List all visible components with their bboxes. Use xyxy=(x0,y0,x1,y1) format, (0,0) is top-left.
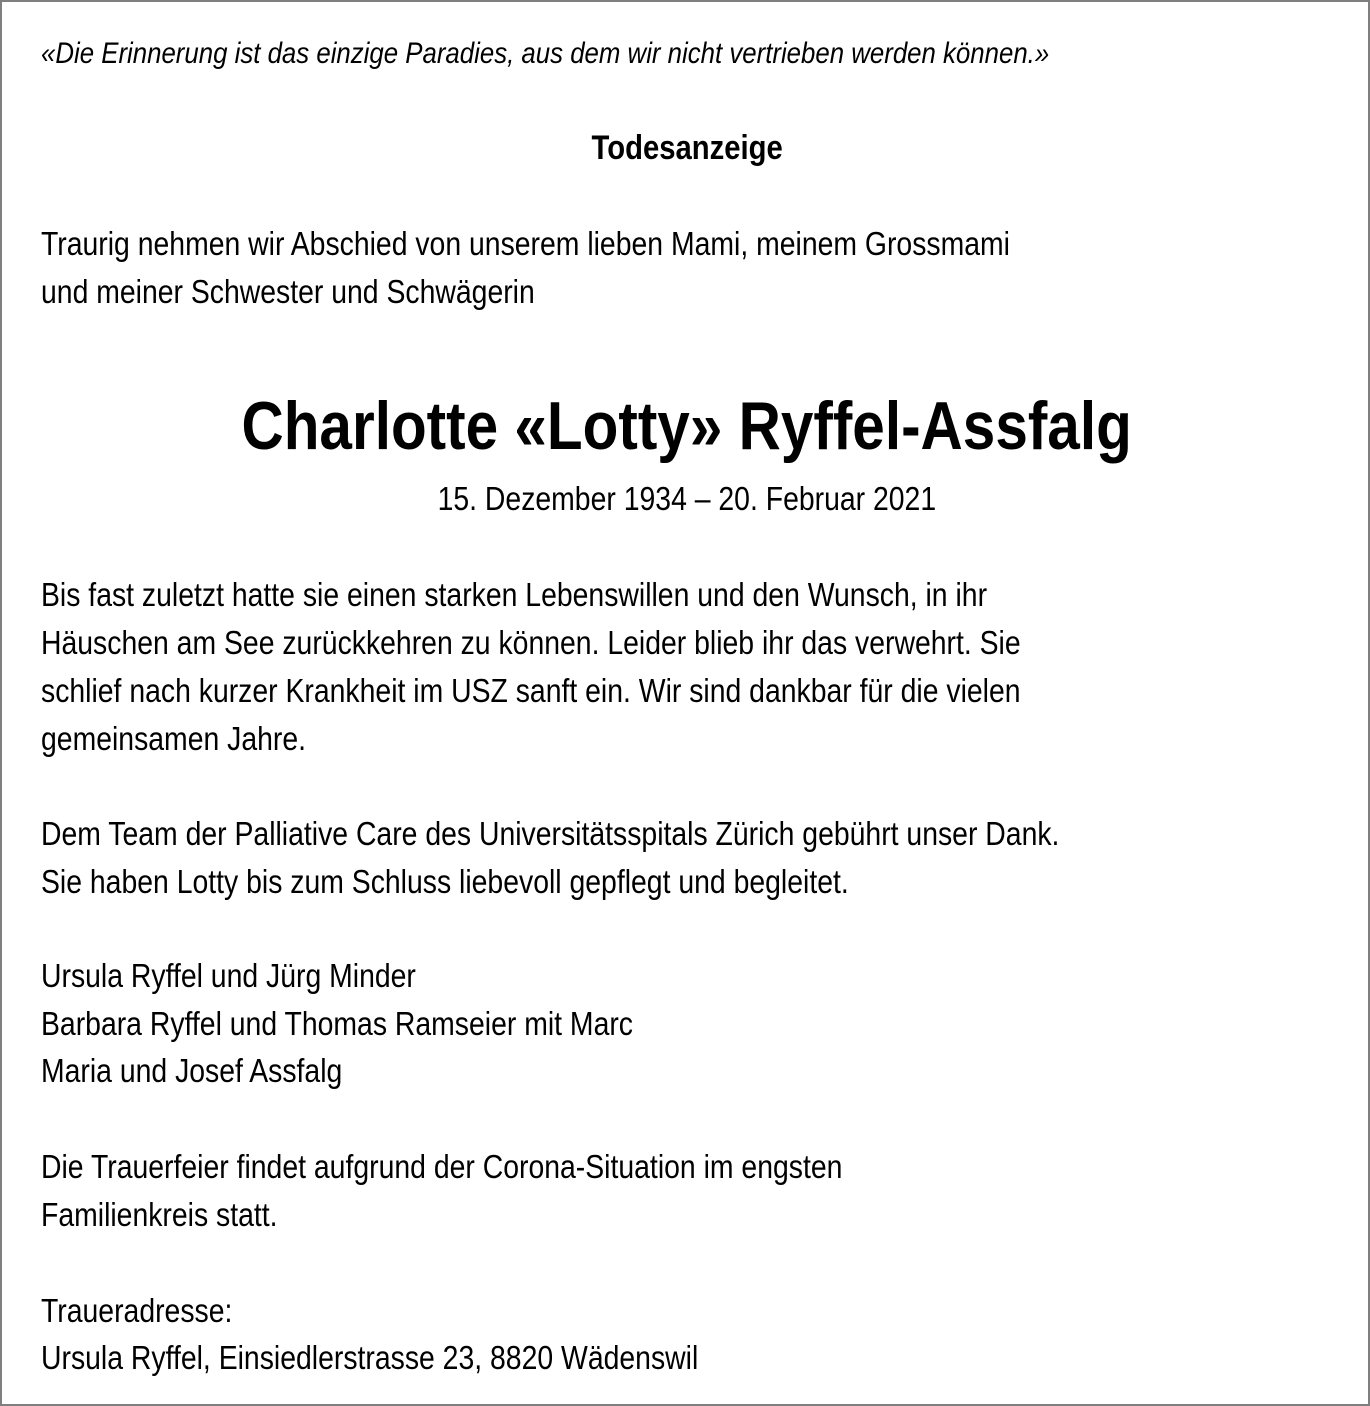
intro-line: und meiner Schwester und Schwägerin xyxy=(41,273,535,310)
name-row xyxy=(2,388,1370,464)
intro-line: Traurig nehmen wir Abschied von unserem lieben Mami, meinem Grossmami xyxy=(41,225,1010,262)
paragraph-line: Häuschen am See zurückkehren zu können. Leider blieb ihr das verwehrt. Sie xyxy=(41,624,1021,661)
address-label: Traueradresse: xyxy=(41,1292,233,1329)
mourner-entry: Ursula Ryffel und Jürg Minder xyxy=(41,957,416,994)
address-value: Ursula Ryffel, Einsiedlerstrasse 23, 8820 Wädenswil xyxy=(41,1339,699,1376)
paragraph-line: schlief nach kurzer Krankheit im USZ sanft ein. Wir sind dankbar für die vielen xyxy=(41,672,1021,709)
paragraph-line: gemeinsamen Jahre. xyxy=(41,720,307,757)
dates-row xyxy=(2,482,1370,515)
ceremony-line: Familienkreis statt. xyxy=(41,1196,278,1233)
ceremony-line: Die Trauerfeier findet aufgrund der Corona-Situation im engsten xyxy=(41,1148,843,1185)
paragraph-line: Bis fast zuletzt hatte sie einen starken Lebenswillen und den Wunsch, in ihr xyxy=(41,576,988,613)
heading-row xyxy=(2,131,1370,165)
notice-heading: Todesanzeige xyxy=(591,129,783,167)
motto-quote: «Die Erinnerung ist das einzige Paradies, aus dem wir nicht vertrieben werden können.» xyxy=(41,37,1050,70)
paragraph-line: Dem Team der Palliative Care des Universitätsspitals Zürich gebührt unser Dank. xyxy=(41,815,1060,852)
life-dates: 15. Dezember 1934 – 20. Februar 2021 xyxy=(437,480,937,517)
deceased-name: Charlotte «Lotty» Ryffel-Assfalg xyxy=(241,388,1133,464)
paragraph-line: Sie haben Lotty bis zum Schluss liebevoll gepflegt und begleitet. xyxy=(41,863,849,900)
mourner-entry: Barbara Ryffel und Thomas Ramseier mit Marc xyxy=(41,1005,633,1042)
mourner-entry: Maria und Josef Assfalg xyxy=(41,1052,343,1089)
